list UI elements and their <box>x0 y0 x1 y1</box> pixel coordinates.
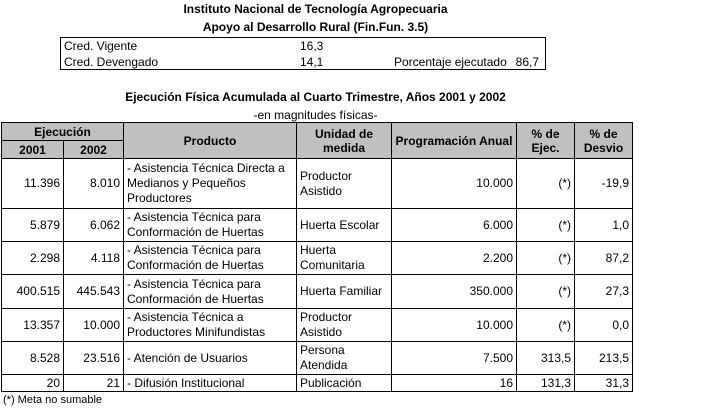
cell-producto: - Asistencia Técnica para Conformación de Huertas <box>124 209 297 242</box>
cell-unidad: Publicación <box>297 375 392 392</box>
header-unidad: Unidad de medida <box>297 123 392 159</box>
cell-programacion: 10.000 <box>392 159 517 209</box>
section-title: Ejecución Física Acumulada al Cuarto Trimestre, Años 2001 y 2002 <box>125 90 506 104</box>
header-2001: 2001 <box>2 141 64 159</box>
cell-pct-ejec: 131,3 <box>517 375 575 392</box>
footnote: (*) Meta no sumable <box>3 394 103 406</box>
cell-unidad: Productor Asistido <box>297 309 392 342</box>
header-pct-ejec: % de Ejec. <box>517 123 575 159</box>
cell-unidad: Huerta Escolar <box>297 209 392 242</box>
cell-2001: 2.298 <box>2 242 64 275</box>
header-2002: 2002 <box>64 141 124 159</box>
cell-2002: 6.062 <box>64 209 124 242</box>
cell-pct-desvio: 31,3 <box>575 375 633 392</box>
cell-programacion: 350.000 <box>392 275 517 309</box>
cell-pct-desvio: -19,9 <box>575 159 633 209</box>
header-programacion: Programación Anual <box>392 123 517 159</box>
table-row <box>2 309 633 342</box>
cell-pct-desvio: 87,2 <box>575 242 633 275</box>
cell-pct-desvio: 1,0 <box>575 209 633 242</box>
cell-producto: - Asistencia Técnica para Conformación de Huertas <box>124 275 297 309</box>
percent-executed-label: Porcentaje ejecutado <box>394 55 507 69</box>
cell-pct-ejec: (*) <box>517 242 575 275</box>
cell-2002: 21 <box>64 375 124 392</box>
cell-2002: 23.516 <box>64 342 124 375</box>
table-row <box>2 159 633 209</box>
cell-unidad: Huerta Comunitaria <box>297 242 392 275</box>
cell-2002: 10.000 <box>64 309 124 342</box>
cell-2001: 13.357 <box>2 309 64 342</box>
section-note: -en magnitudes físicas- <box>253 108 378 122</box>
credit-devengado-label: Cred. Devengado <box>64 55 159 69</box>
execution-table <box>1 122 633 392</box>
cell-pct-desvio: 213,5 <box>575 342 633 375</box>
cell-pct-desvio: 0,0 <box>575 309 633 342</box>
cell-pct-ejec: 313,5 <box>517 342 575 375</box>
percent-executed-value: 86,7 <box>515 55 539 69</box>
cell-unidad: Huerta Familiar <box>297 275 392 309</box>
header-ejecucion: Ejecución <box>2 123 124 141</box>
cell-2002: 4.118 <box>64 242 124 275</box>
header-producto: Producto <box>124 123 297 159</box>
cell-programacion: 10.000 <box>392 309 517 342</box>
cell-unidad: Persona Atendida <box>297 342 392 375</box>
cell-pct-desvio: 27,3 <box>575 275 633 309</box>
cell-pct-ejec: (*) <box>517 275 575 309</box>
cell-producto: - Atención de Usuarios <box>124 342 297 375</box>
credits-box <box>60 37 546 70</box>
credit-devengado-row <box>61 54 545 70</box>
table-row <box>2 242 633 275</box>
table-row <box>2 209 633 242</box>
cell-programacion: 6.000 <box>392 209 517 242</box>
cell-producto: - Difusión Institucional <box>124 375 297 392</box>
cell-pct-ejec: (*) <box>517 209 575 242</box>
cell-2001: 11.396 <box>2 159 64 209</box>
cell-2001: 8.528 <box>2 342 64 375</box>
cell-2001: 5.879 <box>2 209 64 242</box>
cell-pct-ejec: (*) <box>517 309 575 342</box>
cell-producto: - Asistencia Técnica para Conformación de Huertas <box>124 242 297 275</box>
document-title: Instituto Nacional de Tecnología Agropecuaria <box>183 2 448 16</box>
table-row <box>2 375 633 392</box>
cell-producto: - Asistencia Técnica a Productores Minifundistas <box>124 309 297 342</box>
cell-2001: 20 <box>2 375 64 392</box>
cell-2001: 400.515 <box>2 275 64 309</box>
cell-programacion: 7.500 <box>392 342 517 375</box>
cell-2002: 8.010 <box>64 159 124 209</box>
cell-programacion: 16 <box>392 375 517 392</box>
credit-devengado-value: 14,1 <box>300 55 324 69</box>
cell-programacion: 2.200 <box>392 242 517 275</box>
table-row <box>2 342 633 375</box>
cell-2002: 445.543 <box>64 275 124 309</box>
cell-producto: - Asistencia Técnica Directa a Medianos y Pequeños Productores <box>124 159 297 209</box>
credit-vigente-label: Cred. Vigente <box>64 39 138 53</box>
document-subtitle: Apoyo al Desarrollo Rural (Fin.Fun. 3.5) <box>202 20 429 34</box>
credit-vigente-value: 16,3 <box>300 39 324 53</box>
cell-unidad: Productor Asistido <box>297 159 392 209</box>
table-row <box>2 275 633 309</box>
credit-vigente-row <box>61 38 545 54</box>
header-pct-desvio: % de Desvio <box>575 123 633 159</box>
cell-pct-ejec: (*) <box>517 159 575 209</box>
